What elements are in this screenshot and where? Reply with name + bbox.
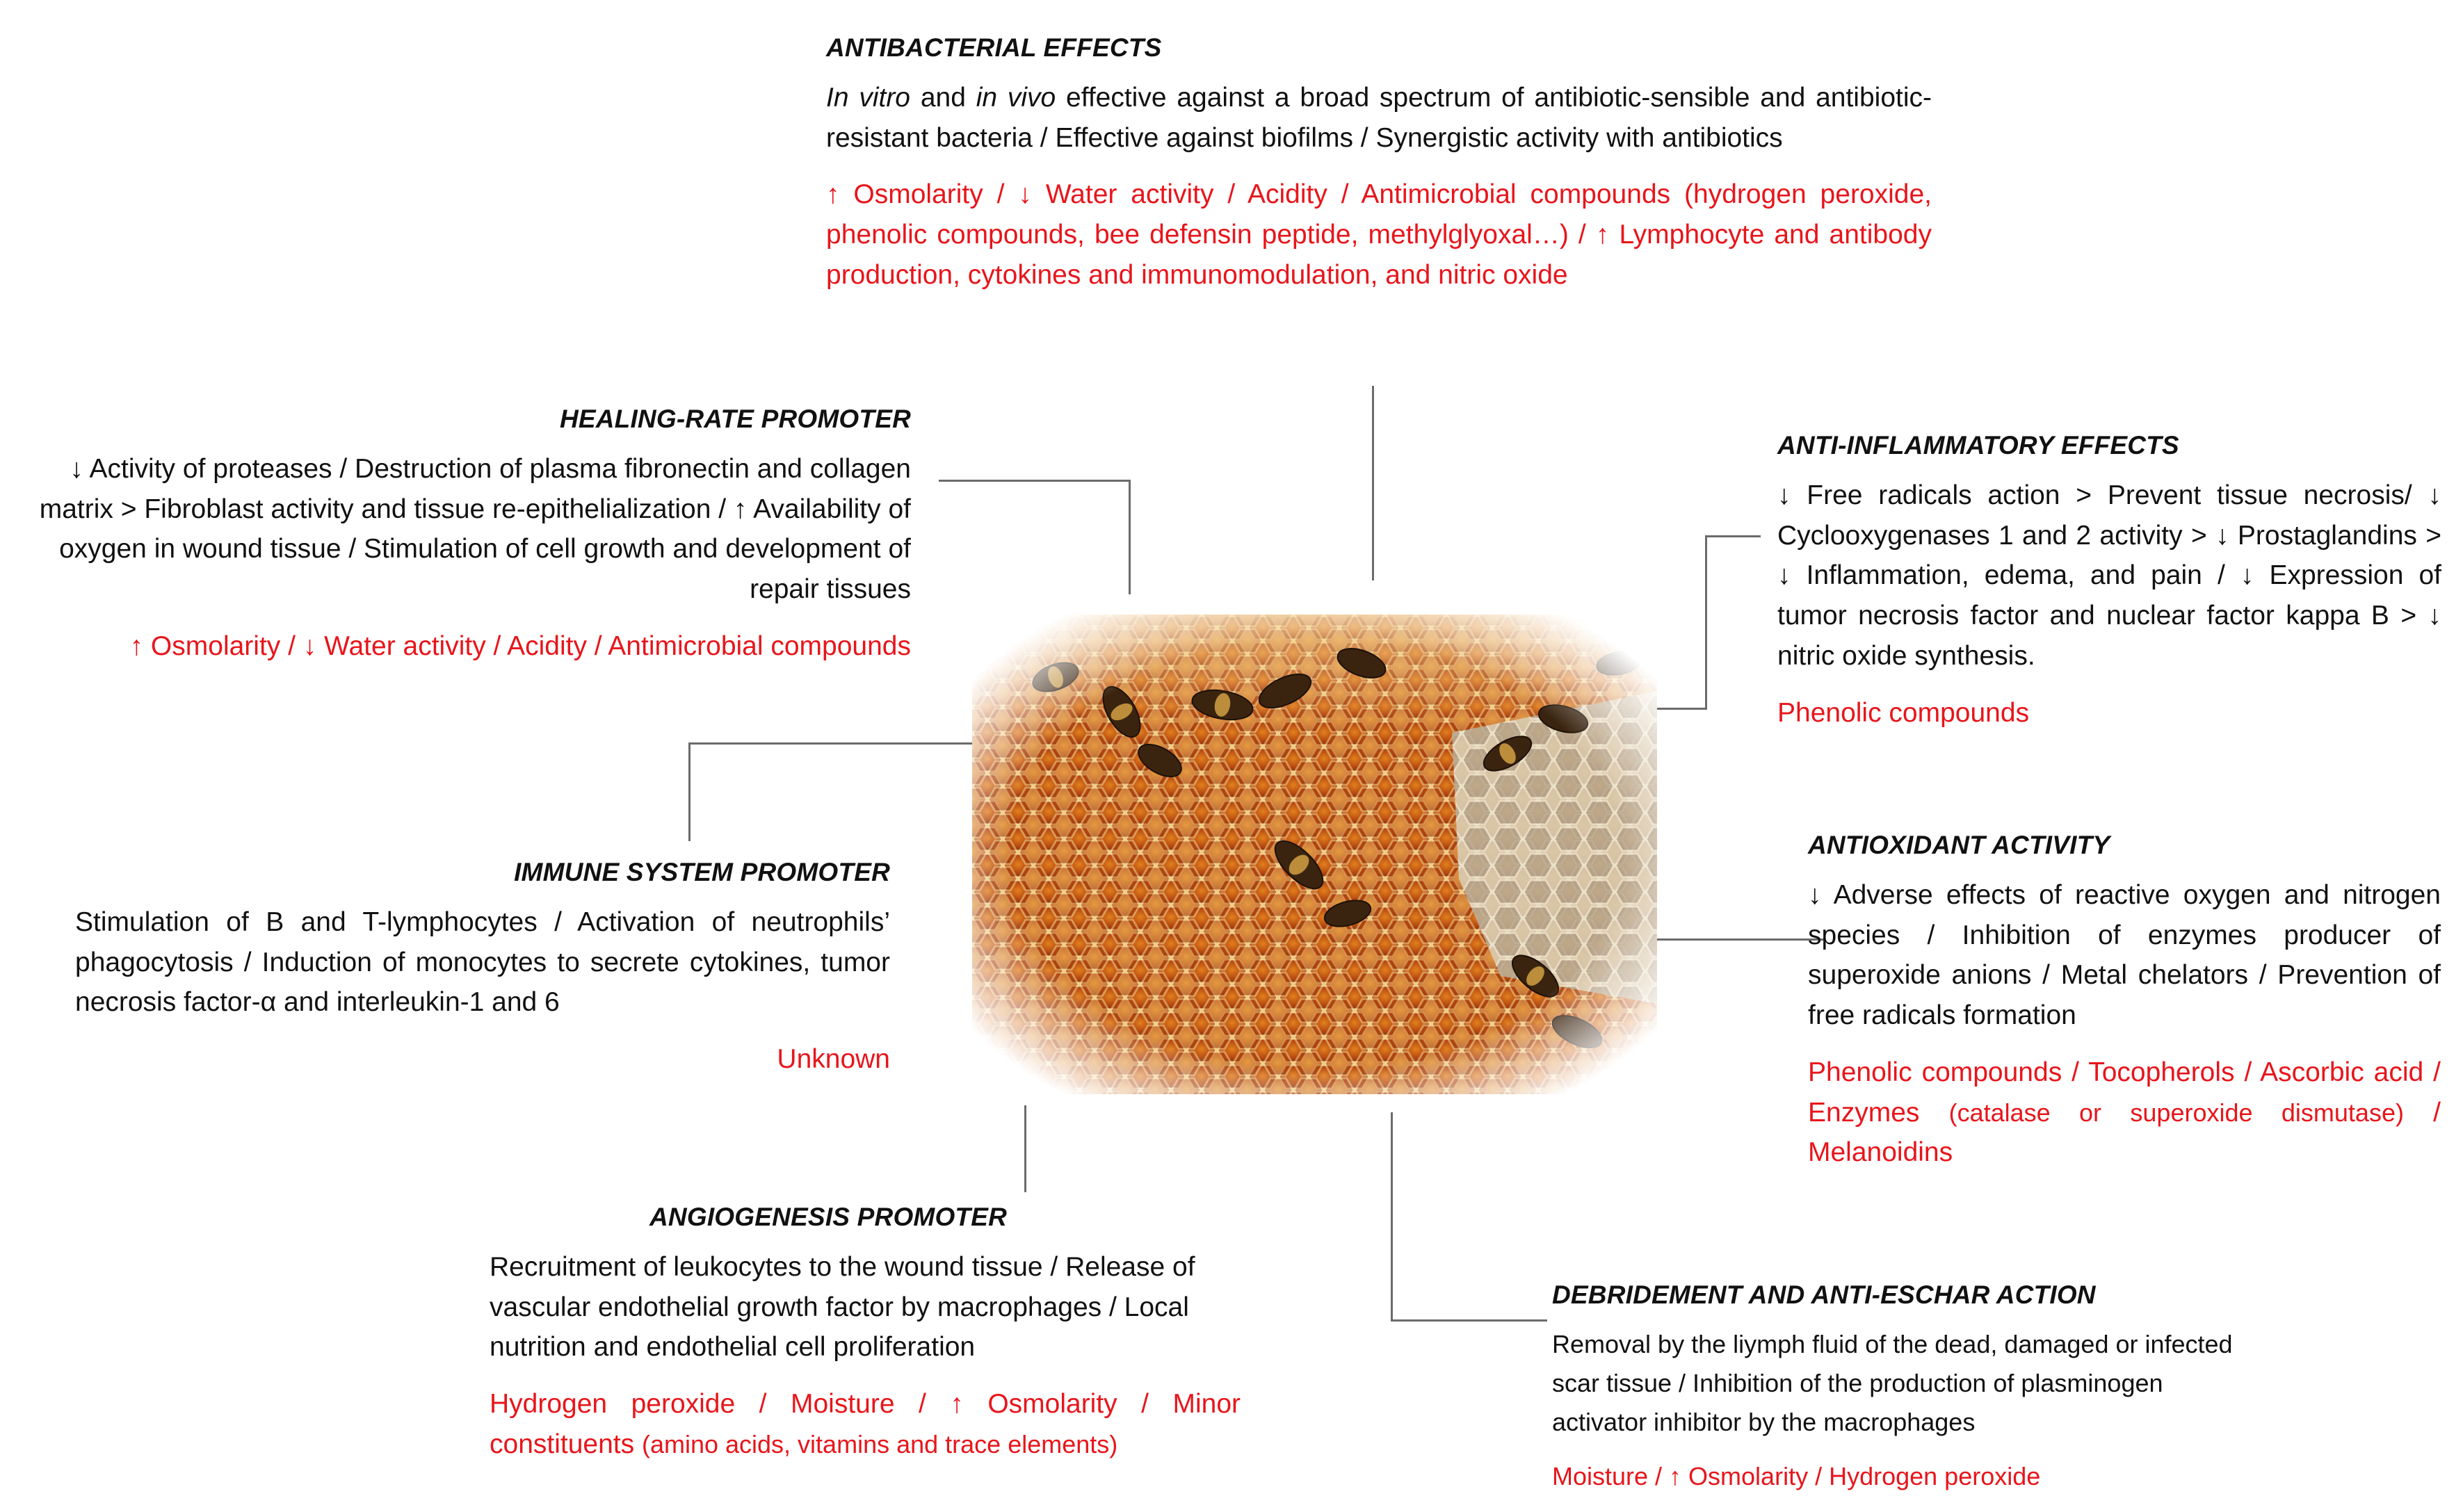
angiogenesis-section [490, 1203, 1241, 1465]
immune-section [75, 858, 890, 1080]
angiogenesis-mech-constituents: (amino acids, vitamins and trace elements) [641, 1429, 1118, 1458]
anti-inflammatory-mechanisms: Phenolic compounds [1777, 697, 2030, 728]
antioxidant-mech-end: / Melanoidins [1808, 1097, 2441, 1168]
immune-mechanisms: Unknown [777, 1044, 890, 1075]
connector-antioxidant [1657, 938, 1824, 941]
antibacterial-desc-in-vitro: In vitro [826, 83, 911, 113]
antibacterial-desc-and: and [910, 83, 976, 113]
connector-debridement-v [1391, 1112, 1393, 1321]
antibacterial-section [826, 33, 1932, 295]
antioxidant-title: ANTIOXIDANT ACTIVITY [1808, 831, 2110, 859]
antibacterial-mechanisms: ↑ Osmolarity / ↓ Water activity / Acidity / Antimicrobial compounds (hydrogen peroxide, phenolic compounds, bee defensin peptide, methylglyoxal…) / ↑ Lymphocyte and antibody production, cytokines and immunomodulation, and nitric oxide [826, 179, 1932, 290]
antibacterial-description [826, 78, 1932, 158]
angiogenesis-mech-main: Hydrogen peroxide / Moisture / ↑ Osmolarity / Minor constituents [490, 1389, 1241, 1459]
connector-antibacterial [1372, 386, 1374, 580]
antioxidant-mechanisms [1808, 1052, 2441, 1173]
anti-inflammatory-description: ↓ Free radicals action > Prevent tissue necrosis/ ↓ Cyclooxygenases 1 and 2 activity > ↓ Prostaglandins > ↓ Inflammation, edema, and pain / ↓ Expression of tumor necrosis factor and nuclear factor kappa B > ↓ nitric oxide synthesis. [1777, 480, 2441, 671]
connector-healing-h [939, 480, 1130, 482]
antioxidant-section [1808, 831, 2441, 1173]
antioxidant-mech-main: Phenolic compounds / Tocopherols / Ascorbic acid / Enzymes [1808, 1057, 2441, 1128]
immune-description: Stimulation of B and T-lymphocytes / Activation of neutrophils’ phagocytosis / Induction of monocytes to secrete cytokines, tumor necrosis factor-α and interleukin-1 and 6 [75, 907, 890, 1018]
antioxidant-description: ↓ Adverse effects of reactive oxygen and nitrogen species / Inhibition of enzymes producer of superoxide anions / Metal chelators / Prevention of free radicals formation [1808, 880, 2441, 1031]
connector-inflammatory-bottom [1657, 708, 1707, 710]
anti-inflammatory-title: ANTI-INFLAMMATORY EFFECTS [1777, 431, 2179, 460]
connector-immune-v [688, 742, 691, 841]
healing-mechanisms: ↑ Osmolarity / ↓ Water activity / Acidity / Antimicrobial compounds [129, 631, 911, 661]
antioxidant-mech-enzymes: (catalase or superoxide dismutase) [1948, 1098, 2404, 1127]
connector-inflammatory-top [1705, 535, 1761, 537]
healing-title: HEALING-RATE PROMOTER [559, 405, 911, 433]
connector-debridement-h [1391, 1319, 1547, 1322]
antibacterial-desc-rest: effective against a broad spectrum of antibiotic-sensible and antibiotic-resistant bacteria / Effective against biofilms / Synergistic activity with antibiotics [826, 83, 1932, 153]
debridement-section [1552, 1281, 2254, 1495]
honeycomb-image [972, 615, 1657, 1094]
healing-section [17, 405, 911, 667]
connector-immune-h [688, 742, 980, 745]
debridement-description: Removal by the liymph fluid of the dead, damaged or infected scar tissue / Inhibition of the production of plasminogen activator inhibitor by the macrophages [1552, 1330, 2233, 1436]
antibacterial-desc-in-vivo: in vivo [976, 83, 1056, 113]
immune-title: IMMUNE SYSTEM PROMOTER [514, 858, 890, 886]
connector-inflammatory-v [1705, 535, 1707, 709]
antibacterial-title: ANTIBACTERIAL EFFECTS [826, 33, 1162, 62]
anti-inflammatory-section [1777, 431, 2441, 733]
angiogenesis-description: Recruitment of leukocytes to the wound tissue / Release of vascular endothelial growth factor by macrophages / Local nutrition and endothelial cell proliferation [490, 1252, 1195, 1363]
angiogenesis-title: ANGIOGENESIS PROMOTER [649, 1203, 1008, 1231]
connector-healing-v [1129, 480, 1131, 594]
debridement-title: DEBRIDEMENT AND ANTI-ESCHAR ACTION [1552, 1281, 2096, 1309]
angiogenesis-mechanisms [490, 1384, 1241, 1464]
connector-angiogenesis [1024, 1105, 1026, 1192]
healing-description: ↓ Activity of proteases / Destruction of plasma fibronectin and collagen matrix > Fibroblast activity and tissue re-epithelialization / ↑ Availability of oxygen in wound tissue / Stimulation of cell growth and development of repair tissues [39, 454, 911, 605]
debridement-mechanisms: Moisture / ↑ Osmolarity / Hydrogen peroxide [1552, 1462, 2041, 1491]
